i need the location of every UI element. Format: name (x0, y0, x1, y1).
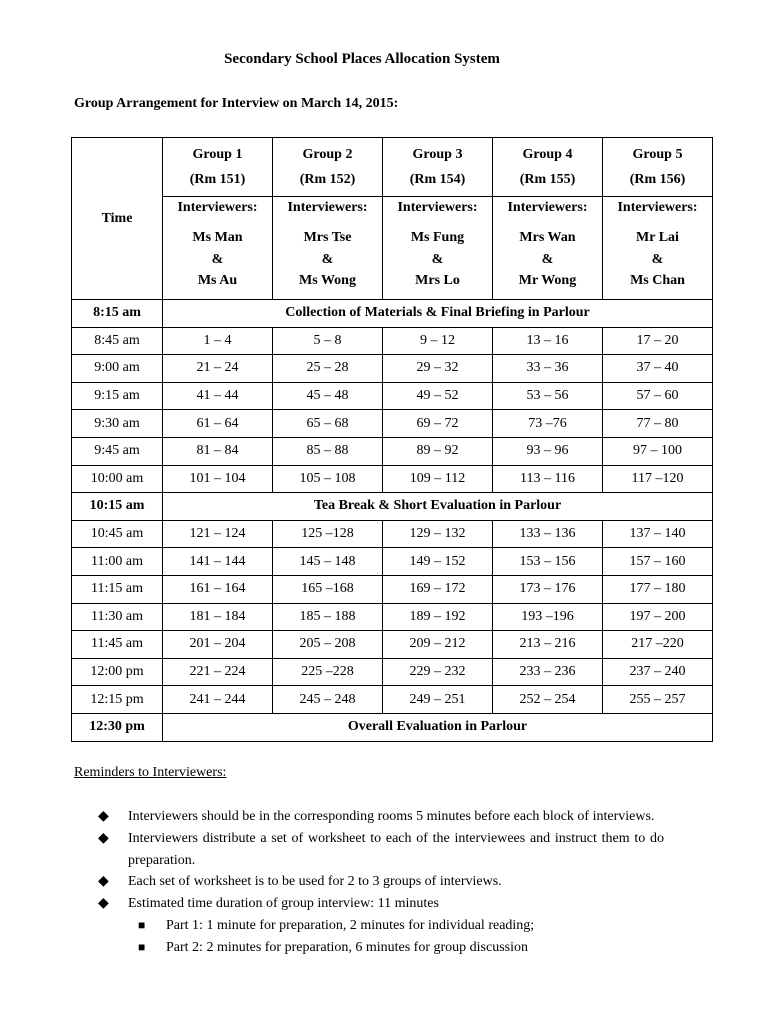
ampersand: & (651, 251, 664, 267)
interviewers-row (72, 197, 713, 300)
interviewer-name: Ms Fung (410, 230, 465, 245)
square-bullet-icon: ■ (138, 939, 146, 954)
group-name: Group 1 (192, 147, 243, 162)
candidate-range-cell: 65 – 68 (273, 410, 383, 438)
candidate-range-cell: 29 – 32 (383, 355, 493, 383)
interviewer-name: Ms Chan (630, 273, 685, 288)
reminder-item (98, 871, 664, 893)
time-cell: 12:30 pm (72, 713, 163, 741)
candidate-range-cell: 255 – 257 (603, 686, 713, 714)
time-header: Time (72, 138, 163, 300)
group-room: (Rm 152) (299, 172, 356, 187)
candidate-range-cell: 225 –228 (273, 658, 383, 686)
candidate-range-cell: 37 – 40 (603, 355, 713, 383)
candidate-range-cell: 81 – 84 (163, 437, 273, 465)
candidate-range-cell: 117 –120 (603, 465, 713, 493)
interviewers-label: Interviewers: (397, 200, 478, 215)
time-slot-row (72, 631, 713, 659)
candidate-range-cell: 17 – 20 (603, 327, 713, 355)
time-slot-row (72, 437, 713, 465)
interviewers-label: Interviewers: (507, 200, 588, 215)
reminder-text: Estimated time duration of group interview: 11 minutes (128, 896, 439, 912)
reminder-text: Interviewers distribute a set of worksheet to each of the interviewees and instruct them to do preparation. (128, 830, 664, 868)
candidate-range-cell: 89 – 92 (383, 437, 493, 465)
candidate-range-cell: 145 – 148 (273, 548, 383, 576)
candidate-range-cell: 141 – 144 (163, 548, 273, 576)
group-header (493, 138, 603, 197)
schedule-table (71, 137, 713, 742)
reminder-text: Interviewers should be in the corresponding rooms 5 minutes before each block of interviews. (128, 809, 655, 824)
group-room: (Rm 156) (629, 172, 686, 187)
candidate-range-cell: 5 – 8 (273, 327, 383, 355)
candidate-range-cell: 209 – 212 (383, 631, 493, 659)
group-room: (Rm 155) (519, 172, 576, 187)
time-cell: 10:00 am (72, 465, 163, 493)
ampersand: & (431, 251, 444, 267)
candidate-range-cell: 181 – 184 (163, 603, 273, 631)
time-cell: 12:00 pm (72, 658, 163, 686)
candidate-range-cell: 129 – 132 (383, 520, 493, 548)
time-slot-row (72, 355, 713, 383)
time-cell: 12:15 pm (72, 686, 163, 714)
group-header-row (72, 138, 713, 197)
candidate-range-cell: 201 – 204 (163, 631, 273, 659)
time-slot-row (72, 465, 713, 493)
interviewer-name: Ms Au (197, 273, 238, 288)
interviewers-cell (493, 197, 603, 300)
candidate-range-cell: 161 – 164 (163, 575, 273, 603)
candidate-range-cell: 233 – 236 (493, 658, 603, 686)
candidate-range-cell: 49 – 52 (383, 382, 493, 410)
interviewer-name: Ms Man (192, 230, 243, 245)
time-slot-row (72, 686, 713, 714)
time-cell: 11:15 am (72, 575, 163, 603)
time-slot-row (72, 327, 713, 355)
time-cell: 11:00 am (72, 548, 163, 576)
candidate-range-cell: 109 – 112 (383, 465, 493, 493)
session-cell: Overall Evaluation in Parlour (163, 713, 713, 741)
candidate-range-cell: 245 – 248 (273, 686, 383, 714)
ampersand: & (211, 251, 224, 267)
time-cell: 9:45 am (72, 437, 163, 465)
interviewer-name: Mrs Lo (415, 273, 460, 288)
candidate-range-cell: 53 – 56 (493, 382, 603, 410)
candidate-range-cell: 85 – 88 (273, 437, 383, 465)
candidate-range-cell: 252 – 254 (493, 686, 603, 714)
time-cell: 11:45 am (72, 631, 163, 659)
interviewer-name: Mrs Tse (303, 230, 352, 245)
time-cell: 10:15 am (72, 493, 163, 521)
time-slot-row (72, 575, 713, 603)
candidate-range-cell: 21 – 24 (163, 355, 273, 383)
interviewers-cell (163, 197, 273, 300)
candidate-range-cell: 177 – 180 (603, 575, 713, 603)
candidate-range-cell: 193 –196 (493, 603, 603, 631)
candidate-range-cell: 113 – 116 (493, 465, 603, 493)
candidate-range-cell: 69 – 72 (383, 410, 493, 438)
time-slot-row (72, 658, 713, 686)
session-cell: Tea Break & Short Evaluation in Parlour (163, 493, 713, 521)
interviewers-cell (603, 197, 713, 300)
diamond-bullet-icon: ◆ (98, 896, 109, 912)
reminders-list (98, 806, 664, 959)
candidate-range-cell: 237 – 240 (603, 658, 713, 686)
reminder-item (98, 806, 664, 828)
reminder-item (98, 893, 664, 915)
candidate-range-cell: 185 – 188 (273, 603, 383, 631)
group-name: Group 2 (302, 147, 353, 162)
reminder-subtext: Part 1: 1 minute for preparation, 2 minutes for individual reading; (166, 917, 535, 933)
candidate-range-cell: 25 – 28 (273, 355, 383, 383)
time-slot-row (72, 410, 713, 438)
candidate-range-cell: 1 – 4 (163, 327, 273, 355)
session-row (72, 713, 713, 741)
group-room: (Rm 151) (189, 172, 246, 187)
reminder-item (98, 828, 664, 872)
candidate-range-cell: 249 – 251 (383, 686, 493, 714)
candidate-range-cell: 77 – 80 (603, 410, 713, 438)
candidate-range-cell: 105 – 108 (273, 465, 383, 493)
reminder-subitem (98, 937, 664, 959)
candidate-range-cell: 41 – 44 (163, 382, 273, 410)
interviewer-name: Mr Wong (518, 273, 577, 288)
candidate-range-cell: 61 – 64 (163, 410, 273, 438)
candidate-range-cell: 33 – 36 (493, 355, 603, 383)
time-cell: 10:45 am (72, 520, 163, 548)
candidate-range-cell: 149 – 152 (383, 548, 493, 576)
interviewers-cell (273, 197, 383, 300)
diamond-bullet-icon: ◆ (98, 830, 109, 846)
time-cell: 9:30 am (72, 410, 163, 438)
candidate-range-cell: 13 – 16 (493, 327, 603, 355)
candidate-range-cell: 137 – 140 (603, 520, 713, 548)
candidate-range-cell: 229 – 232 (383, 658, 493, 686)
reminder-text: Each set of worksheet is to be used for 2 to 3 groups of interviews. (128, 874, 502, 890)
time-cell: 11:30 am (72, 603, 163, 631)
session-cell: Collection of Materials & Final Briefing in Parlour (163, 300, 713, 328)
group-name: Group 3 (412, 147, 463, 162)
ampersand: & (541, 251, 554, 267)
time-slot-row (72, 520, 713, 548)
candidate-range-cell: 217 –220 (603, 631, 713, 659)
page-title: Secondary School Places Allocation System (224, 51, 500, 67)
candidate-range-cell: 169 – 172 (383, 575, 493, 603)
candidate-range-cell: 133 – 136 (493, 520, 603, 548)
time-cell: 8:15 am (72, 300, 163, 328)
reminder-subtext: Part 2: 2 minutes for preparation, 6 minutes for group discussion (166, 939, 528, 955)
time-slot-row (72, 382, 713, 410)
candidate-range-cell: 213 – 216 (493, 631, 603, 659)
group-header (383, 138, 493, 197)
candidate-range-cell: 125 –128 (273, 520, 383, 548)
page-subtitle: Group Arrangement for Interview on March 14, 2015: (74, 96, 399, 111)
session-row (72, 493, 713, 521)
reminder-subitem (98, 915, 664, 937)
diamond-bullet-icon: ◆ (98, 874, 109, 890)
candidate-range-cell: 73 –76 (493, 410, 603, 438)
reminders-title: Reminders to Interviewers: (74, 765, 227, 780)
candidate-range-cell: 153 – 156 (493, 548, 603, 576)
square-bullet-icon: ■ (138, 917, 146, 932)
candidate-range-cell: 189 – 192 (383, 603, 493, 631)
candidate-range-cell: 97 – 100 (603, 437, 713, 465)
candidate-range-cell: 165 –168 (273, 575, 383, 603)
candidate-range-cell: 157 – 160 (603, 548, 713, 576)
candidate-range-cell: 93 – 96 (493, 437, 603, 465)
interviewer-name: Ms Wong (299, 273, 356, 288)
time-cell: 8:45 am (72, 327, 163, 355)
candidate-range-cell: 9 – 12 (383, 327, 493, 355)
ampersand: & (321, 251, 334, 267)
group-name: Group 4 (522, 147, 573, 162)
interviewers-cell (383, 197, 493, 300)
candidate-range-cell: 241 – 244 (163, 686, 273, 714)
interviewers-label: Interviewers: (287, 200, 368, 215)
interviewers-label: Interviewers: (177, 200, 258, 215)
candidate-range-cell: 121 – 124 (163, 520, 273, 548)
group-header (273, 138, 383, 197)
group-header (603, 138, 713, 197)
candidate-range-cell: 101 – 104 (163, 465, 273, 493)
candidate-range-cell: 45 – 48 (273, 382, 383, 410)
time-cell: 9:00 am (72, 355, 163, 383)
time-slot-row (72, 548, 713, 576)
schedule-table-body (72, 138, 713, 742)
interviewer-name: Mrs Wan (519, 230, 576, 245)
group-room: (Rm 154) (409, 172, 466, 187)
interviewer-name: Mr Lai (636, 230, 679, 245)
candidate-range-cell: 205 – 208 (273, 631, 383, 659)
interviewers-label: Interviewers: (617, 200, 698, 215)
candidate-range-cell: 173 – 176 (493, 575, 603, 603)
candidate-range-cell: 197 – 200 (603, 603, 713, 631)
time-cell: 9:15 am (72, 382, 163, 410)
candidate-range-cell: 221 – 224 (163, 658, 273, 686)
group-name: Group 5 (632, 147, 683, 162)
session-row (72, 300, 713, 328)
time-slot-row (72, 603, 713, 631)
group-header (163, 138, 273, 197)
candidate-range-cell: 57 – 60 (603, 382, 713, 410)
diamond-bullet-icon: ◆ (98, 809, 109, 824)
